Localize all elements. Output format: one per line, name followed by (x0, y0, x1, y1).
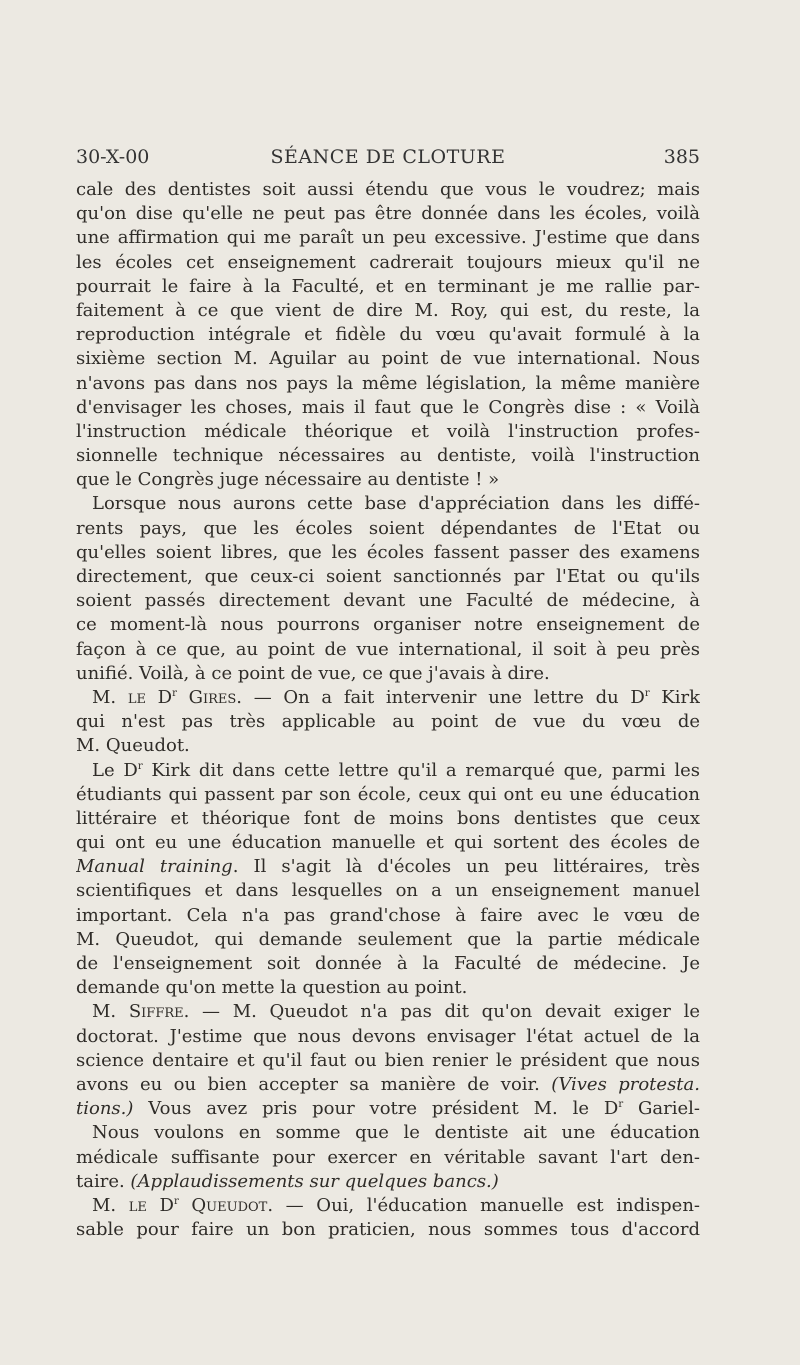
text-segment: qu'on dise qu'elle ne peut pas être donnée dans les écoles, voilà (76, 203, 700, 225)
text-segment: unifié. Voilà, à ce point de vue, ce que j'avais à dire. (76, 662, 550, 684)
text-segment: . — On a fait intervenir une lettre du D (236, 686, 645, 708)
text-segment: rents pays, que les écoles soient dépendantes de l'Etat ou (76, 517, 700, 539)
text-line (76, 517, 700, 541)
text-segment: M. (92, 686, 128, 708)
text-segment: D (146, 1194, 174, 1216)
text-segment: demande qu'on mette la question au point. (76, 977, 468, 999)
text-line (76, 879, 700, 903)
running-head (76, 142, 700, 172)
text-line (76, 396, 700, 420)
text-segment: qui ont eu une éducation manuelle et qui sortent des écoles de (76, 832, 700, 854)
text-segment: science dentaire et qu'il faut ou bien renier le président que nous (76, 1049, 700, 1071)
text-segment: . — M. Queudot n'a pas dit qu'on devait exiger le (183, 1001, 700, 1023)
text-line (76, 275, 700, 299)
text-line (76, 202, 700, 226)
text-segment (179, 1195, 192, 1216)
small-caps-text: Gires (188, 686, 237, 708)
text-line (76, 855, 700, 879)
text-segment: cale des dentistes soit aussi étendu que vous le voudrez; mais (76, 179, 700, 200)
text-line (76, 492, 700, 516)
text-line (76, 251, 700, 275)
small-caps-text: Siffre (128, 1001, 184, 1023)
text-line (76, 178, 700, 202)
text-line (76, 976, 700, 1000)
text-segment: n'avons pas dans nos pays la même législation, la même manière (76, 372, 700, 394)
text-line (76, 468, 700, 492)
text-line (76, 1146, 700, 1170)
text-segment: M. Queudot, qui demande seulement que la partie médicale (76, 928, 700, 950)
text-segment: taire. (76, 1170, 131, 1192)
text-segment: Nous voulons en somme que le dentiste ait une éducation (92, 1122, 700, 1144)
text-line (76, 710, 700, 734)
superscript: r (172, 687, 177, 699)
text-line (76, 420, 700, 444)
italic-text: Manual training (76, 856, 233, 878)
session-date: 30-X-00 (76, 146, 150, 168)
text-segment: sable pour faire un bon praticien, nous sommes tous d'accord (76, 1219, 700, 1241)
page-number: 385 (663, 146, 700, 168)
small-caps-text: le (127, 686, 146, 708)
text-line (76, 1170, 700, 1194)
text-line (76, 444, 700, 468)
text-segment: faitement à ce que vient de dire M. Roy, qui est, du reste, la (76, 299, 700, 321)
text-line (76, 1121, 700, 1145)
text-segment: doctorat. J'estime que nous devons envisager l'état actuel de la (76, 1025, 700, 1047)
text-segment: sionnelle technique nécessaires au dentiste, voilà l'instruction (76, 445, 700, 467)
text-line (76, 686, 700, 710)
text-segment (177, 687, 189, 708)
text-segment: Lorsque nous aurons cette base d'appréciation dans les diffé- (92, 493, 700, 515)
text-line (76, 734, 700, 758)
text-segment: M. Queudot. (76, 735, 190, 757)
text-segment: médicale suffisante pour exercer en véritable savant l'art den- (76, 1146, 700, 1168)
text-segment: important. Cela n'a pas grand'chose à faire avec le vœu de (76, 904, 700, 926)
small-caps-text: le (128, 1194, 147, 1216)
text-segment: M. (92, 1001, 129, 1023)
text-segment: M. (92, 1194, 129, 1216)
text-segment: d'envisager les choses, mais il faut que le Congrès dise : « Voilà (76, 396, 700, 418)
text-line (76, 783, 700, 807)
text-line (76, 541, 700, 565)
italic-text: (Vives protesta. (551, 1073, 700, 1095)
text-segment: Kirk (649, 686, 700, 708)
text-line (76, 1025, 700, 1049)
text-segment: ce moment-là nous pourrons organiser notre enseignement de (76, 614, 700, 636)
text-segment: . — Oui, l'éducation manuelle est indispen- (267, 1194, 700, 1216)
text-line (76, 759, 700, 783)
text-segment: étudiants qui passent par son école, ceux qui ont eu une éducation (76, 783, 700, 805)
superscript: r (173, 1195, 179, 1207)
text-segment: . Il s'agit là d'écoles un peu littéraires, très (232, 856, 700, 878)
italic-text: (Applaudissements sur quelques bancs.) (130, 1170, 499, 1192)
text-segment: scientifiques et dans lesquelles on a un enseignement manuel (76, 880, 700, 902)
text-segment: façon à ce que, au point de vue international, il soit à peu près (76, 638, 700, 660)
text-line (76, 1218, 700, 1242)
text-segment: une affirmation qui me paraît un peu excessive. J'estime que dans (76, 227, 700, 249)
text-segment: D (145, 686, 173, 708)
text-line (76, 807, 700, 831)
superscript: r (137, 760, 143, 772)
section-title: SÉANCE DE CLOTURE (270, 146, 506, 168)
small-caps-text: Queudot (191, 1194, 268, 1216)
text-segment: qu'elles soient libres, que les écoles fassent passer des examens (76, 541, 700, 563)
text-segment: directement, que ceux-ci soient sanctionnés par l'Etat ou qu'ils (76, 566, 700, 587)
text-line (76, 299, 700, 323)
text-segment: soient passés directement devant une Faculté de médecine, à (76, 590, 700, 612)
text-line (76, 613, 700, 637)
text-segment: sixième section M. Aguilar au point de vue international. Nous (76, 348, 700, 370)
text-line (76, 1049, 700, 1073)
text-segment: Kirk dit dans cette lettre qu'il a remarqué que, parmi les (142, 759, 700, 781)
text-line (76, 323, 700, 347)
text-line (76, 904, 700, 928)
text-line (76, 1194, 700, 1218)
text-line (76, 662, 700, 686)
text-segment: Le D (92, 759, 138, 781)
text-segment: les écoles cet enseignement cadrerait toujours mieux qu'il ne (76, 251, 700, 273)
text-segment: pourrait le faire à la Faculté, et en terminant je me rallie par- (76, 275, 700, 297)
text-segment: l'instruction médicale théorique et voilà l'instruction profes- (76, 420, 700, 442)
text-segment: de l'enseignement soit donnée à la Faculté de médecine. Je (76, 953, 700, 974)
page-body-text (76, 178, 700, 1242)
text-segment: Gariel- (623, 1098, 700, 1120)
text-segment: reproduction intégrale et fidèle du vœu qu'avait formulé à la (76, 324, 700, 346)
italic-text: tions.) (76, 1098, 134, 1120)
superscript: r (644, 687, 650, 699)
text-segment: Vous avez pris pour votre président M. le D (133, 1098, 619, 1120)
text-line (76, 372, 700, 396)
text-line (76, 638, 700, 662)
text-line (76, 928, 700, 952)
text-segment: avons eu ou bien accepter sa manière de voir. (76, 1073, 552, 1095)
text-line (76, 1097, 700, 1121)
text-line (76, 831, 700, 855)
text-line (76, 347, 700, 371)
text-segment: qui n'est pas très applicable au point de vue du vœu de (76, 711, 700, 733)
text-segment: que le Congrès juge nécessaire au dentiste ! » (76, 469, 500, 491)
text-line (76, 1073, 700, 1097)
text-segment: littéraire et théorique font de moins bons dentistes que ceux (76, 807, 700, 829)
text-line (76, 565, 700, 589)
superscript: r (618, 1099, 624, 1111)
text-line (76, 1000, 700, 1024)
text-line (76, 952, 700, 976)
text-line (76, 226, 700, 250)
text-line (76, 589, 700, 613)
